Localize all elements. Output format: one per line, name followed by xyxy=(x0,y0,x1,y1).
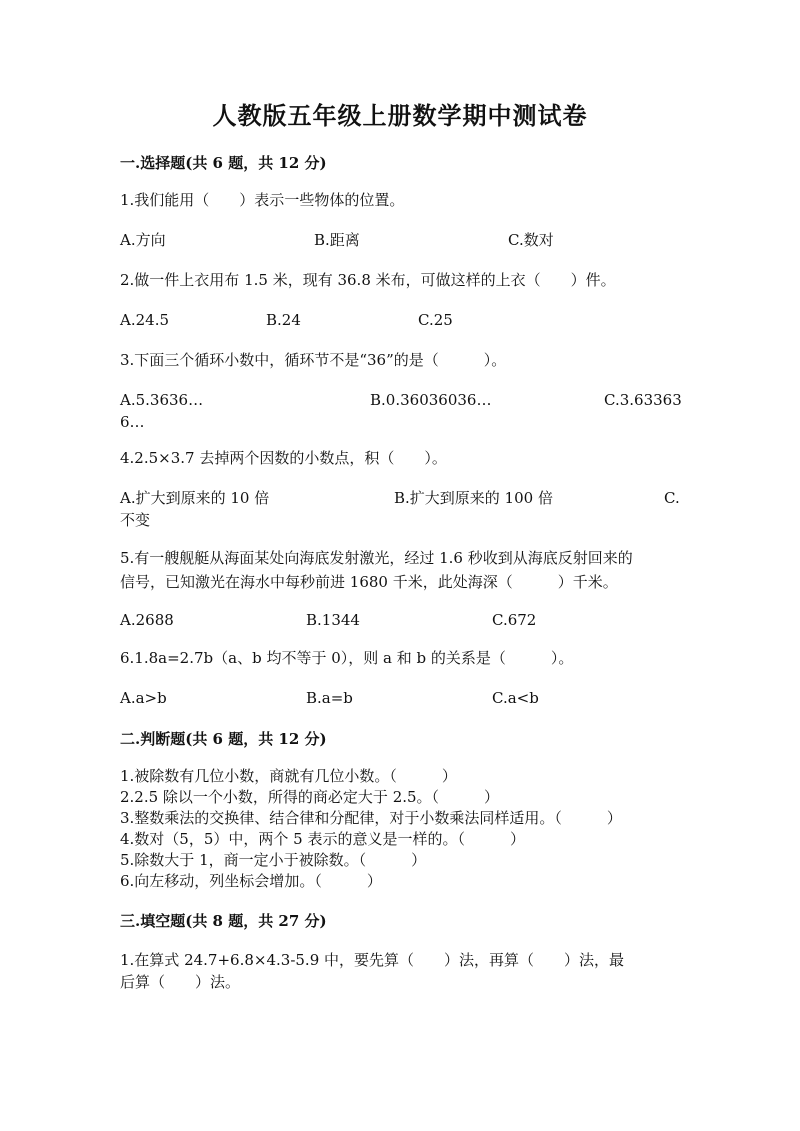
option-b: B.距离 xyxy=(314,231,360,249)
option-c: C.3.63363 xyxy=(604,391,682,409)
fill-blank-item-continued: 后算（ ）法。 xyxy=(120,973,241,991)
judgement-item: 3.整数乘法的交换律、结合律和分配律，对于小数乘法同样适用。（ ） xyxy=(120,809,622,827)
option-a: A.方向 xyxy=(120,231,166,249)
section-heading-fill-blank: 三.填空题(共 8 题，共 27 分) xyxy=(120,912,327,930)
question-stem: 6.1.8a=2.7b（a、b 均不等于 0），则 a 和 b 的关系是（ ）。 xyxy=(120,649,574,667)
section-heading-choice: 一.选择题(共 6 题，共 12 分) xyxy=(120,154,327,172)
question-stem: 2.做一件上衣用布 1.5 米，现有 36.8 米布，可做这样的上衣（ ）件。 xyxy=(120,271,616,289)
option-c: C.数对 xyxy=(508,231,554,249)
option-c: C.672 xyxy=(492,611,537,629)
judgement-item: 4.数对（5，5）中，两个 5 表示的意义是一样的。（ ） xyxy=(120,830,525,848)
option-b: B.0.36036036… xyxy=(370,391,492,409)
question-stem: 5.有一艘舰艇从海面某处向海底发射激光，经过 1.6 秒收到从海底反射回来的 xyxy=(120,549,633,567)
option-a: A.a>b xyxy=(120,689,167,707)
option-b: B.a=b xyxy=(306,689,353,707)
judgement-item: 2.2.5 除以一个小数，所得的商必定大于 2.5。（ ） xyxy=(120,788,500,806)
option-b: B.1344 xyxy=(306,611,360,629)
option-c-continued: 不变 xyxy=(120,511,151,529)
section-heading-judgement: 二.判断题(共 6 题，共 12 分) xyxy=(120,730,327,748)
option-c: C.25 xyxy=(418,311,453,329)
judgement-item: 6.向左移动，列坐标会增加。（ ） xyxy=(120,872,382,890)
option-b: B.扩大到原来的 100 倍 xyxy=(394,489,553,507)
option-a: A.24.5 xyxy=(120,311,169,329)
option-b: B.24 xyxy=(266,311,301,329)
question-stem: 1.我们能用（ ）表示一些物体的位置。 xyxy=(120,191,405,209)
page-title: 人教版五年级上册数学期中测试卷 xyxy=(212,101,588,130)
question-stem: 4.2.5×3.7 去掉两个因数的小数点，积（ ）。 xyxy=(120,449,447,467)
fill-blank-item: 1.在算式 24.7+6.8×4.3-5.9 中，要先算（ ）法，再算（ ）法，最 xyxy=(120,951,625,969)
question-stem-continued: 信号，已知激光在海水中每秒前进 1680 千米，此处海深（ ）千米。 xyxy=(120,573,618,591)
option-c: C. xyxy=(664,489,680,507)
option-a: A.2688 xyxy=(120,611,174,629)
judgement-item: 5.除数大于 1，商一定小于被除数。（ ） xyxy=(120,851,427,869)
option-c-continued: 6… xyxy=(120,413,145,431)
question-stem: 3.下面三个循环小数中，循环节不是“36”的是（ ）。 xyxy=(120,351,507,369)
option-a: A.5.3636… xyxy=(120,391,204,409)
option-c: C.a<b xyxy=(492,689,539,707)
judgement-item: 1.被除数有几位小数，商就有几位小数。（ ） xyxy=(120,767,457,785)
option-a: A.扩大到原来的 10 倍 xyxy=(120,489,270,507)
